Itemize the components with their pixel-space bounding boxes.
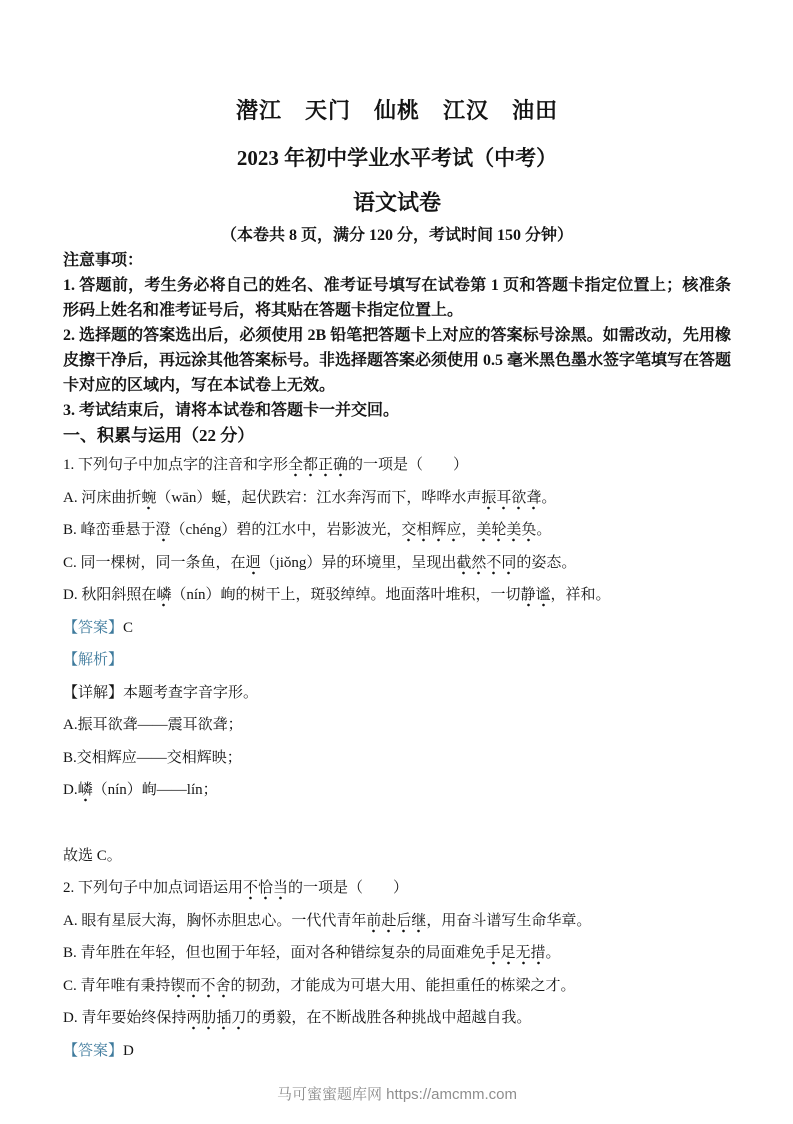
emphasized-text: 美轮美奂 [476, 522, 536, 542]
watermark-footer: 马可蜜蜜题库网 https://amcmm.com [276, 1086, 518, 1103]
question-1-conclusion: 故选 C。 [63, 847, 122, 864]
text-segment: C. 青年唯有秉持 [63, 977, 171, 994]
emphasized-text: 锲而不舍 [171, 978, 231, 998]
text-segment: （nín）峋的树干上，斑驳绰绰。地面落叶堆积，一切 [171, 587, 521, 603]
text-segment: A.振耳欲聋——震耳欲聋； [63, 717, 243, 733]
text-segment: A. 河床曲折 [63, 489, 142, 506]
text-segment: D. [63, 782, 78, 798]
emphasized-text: 嶙 [156, 587, 171, 607]
notice-item-3: 3. 考试结束后，请将本试卷和答题卡一并交回。 [63, 402, 400, 419]
question-1-detail-line [63, 677, 731, 710]
notice-item-2: 2. 选择题的答案选出后，必须使用 2B 铅笔把答题卡上对应的答案标号涂黑。如需改动，先用橡皮擦干净后，再远涂其他答案标号。非选择题答案必须使用 0.5 毫米黑色墨水签字笔填写在答题卡对应的区域内，写在本试卷上无效。 [63, 327, 732, 394]
emphasized-text: 两肋插刀 [186, 1010, 246, 1030]
text-segment: B. 峰峦垂悬于 [63, 522, 156, 538]
text-segment: 。 [545, 945, 561, 961]
text-segment: 。 [541, 489, 557, 506]
text-segment: C. 同一棵树，同一条鱼，在 [63, 554, 246, 571]
text-segment: 的姿态。 [516, 554, 577, 571]
text-segment: B.交相辉应——交相辉映； [63, 749, 242, 766]
text-segment: 的一项是（ ） [288, 880, 409, 896]
text-segment: 的一项是（ ） [348, 457, 469, 473]
question-1-option-b [63, 514, 731, 547]
text-segment: ， [461, 522, 477, 538]
text-segment: D. 秋阳斜照在 [63, 587, 157, 603]
emphasized-text: 迥 [246, 555, 261, 575]
analysis-label: 【解析】 [63, 652, 124, 668]
text-segment: D. 青年要始终保持 [63, 1010, 187, 1026]
emphasized-text: 不恰当 [243, 880, 288, 900]
text-segment: （jiǒng）异的环境里，呈现出 [260, 554, 457, 571]
exam-header [63, 96, 731, 248]
notice-section [63, 248, 731, 423]
text-segment: ，用奋斗谱写生命华章。 [426, 912, 592, 929]
detail-text: 本题考查字音字形。 [123, 684, 259, 701]
question-2-option-c [63, 970, 731, 1003]
question-2 [63, 872, 731, 1067]
emphasized-text: 蜿 [141, 490, 156, 510]
question-1-correction-d [63, 774, 731, 807]
question-1-correction-a [63, 709, 731, 742]
emphasized-text: 全都正确 [288, 457, 348, 477]
question-2-option-b [63, 937, 731, 970]
question-1-option-d [63, 579, 731, 612]
section-1-heading: 一、积累与运用（22 分） [63, 426, 255, 445]
emphasized-text: 静谧 [521, 587, 551, 607]
question-1 [63, 449, 731, 872]
notice-heading: 注意事项： [63, 252, 144, 269]
text-segment: ，祥和。 [550, 587, 611, 603]
text-segment: （wān）蜒，起伏跌宕：江水奔泻而下，哗哗水声 [156, 489, 482, 506]
answer-value: D [123, 1042, 134, 1059]
text-segment: 2. 下列句子中加点词语运用 [63, 880, 244, 896]
text-segment: 的韧劲，才能成为可堪大用、能担重任的栋梁之才。 [230, 977, 576, 994]
emphasized-text: 前赴后继 [366, 913, 426, 933]
exam-subject-title: 语文试卷 [352, 190, 441, 215]
text-segment: 1. 下列句子中加点字的注音和字形 [63, 457, 289, 473]
text-segment: B. 青年胜在年轻，但也囿于年轻，面对各种错综复杂的局面难免 [63, 945, 486, 961]
question-2-answer-line [63, 1035, 731, 1068]
text-segment: A. 眼有星辰大海，胸怀赤胆忠心。一代代青年 [63, 912, 367, 929]
question-2-option-d [63, 1002, 731, 1035]
emphasized-text: 嶙 [78, 782, 93, 802]
exam-name-title: 2023 年初中学业水平考试（中考） [236, 146, 558, 170]
question-1-option-a [63, 482, 731, 515]
detail-label: 【详解】 [63, 684, 124, 701]
emphasized-text: 交相辉应 [401, 522, 461, 542]
question-1-analysis-line [63, 644, 731, 677]
exam-regions-title: 潜江 天门 仙桃 江汉 油田 [235, 98, 558, 123]
text-segment: 的勇毅，在不断战胜各种挑战中超越自我。 [246, 1010, 532, 1026]
question-1-option-c [63, 547, 731, 580]
answer-label: 【答案】 [63, 619, 124, 636]
emphasized-text: 澄 [156, 522, 171, 542]
emphasized-text: 手足无措 [486, 945, 546, 965]
question-1-answer-line [63, 612, 731, 645]
text-segment: （chéng）碧的江水中，岩影波光， [170, 522, 402, 538]
answer-value: C [123, 619, 134, 636]
exam-meta-subtitle: （本卷共 8 页，满分 120 分，考试时间 150 分钟） [220, 227, 573, 244]
notice-item-1: 1. 答题前，考生务必将自己的姓名、准考证号填写在试卷第 1 页和答题卡指定位置上；核准条形码上姓名和准考证号后，将其贴在答题卡指定位置上。 [63, 277, 731, 319]
text-segment: 。 [536, 522, 552, 538]
question-2-option-a [63, 905, 731, 938]
text-segment: （nín）峋——lín； [92, 782, 218, 798]
question-2-stem [63, 872, 731, 905]
answer-label: 【答案】 [63, 1042, 124, 1059]
emphasized-text: 截然不同 [456, 555, 516, 575]
emphasized-text: 振耳欲聋 [481, 490, 541, 510]
question-1-stem [63, 449, 731, 482]
question-1-correction-b [63, 742, 731, 775]
